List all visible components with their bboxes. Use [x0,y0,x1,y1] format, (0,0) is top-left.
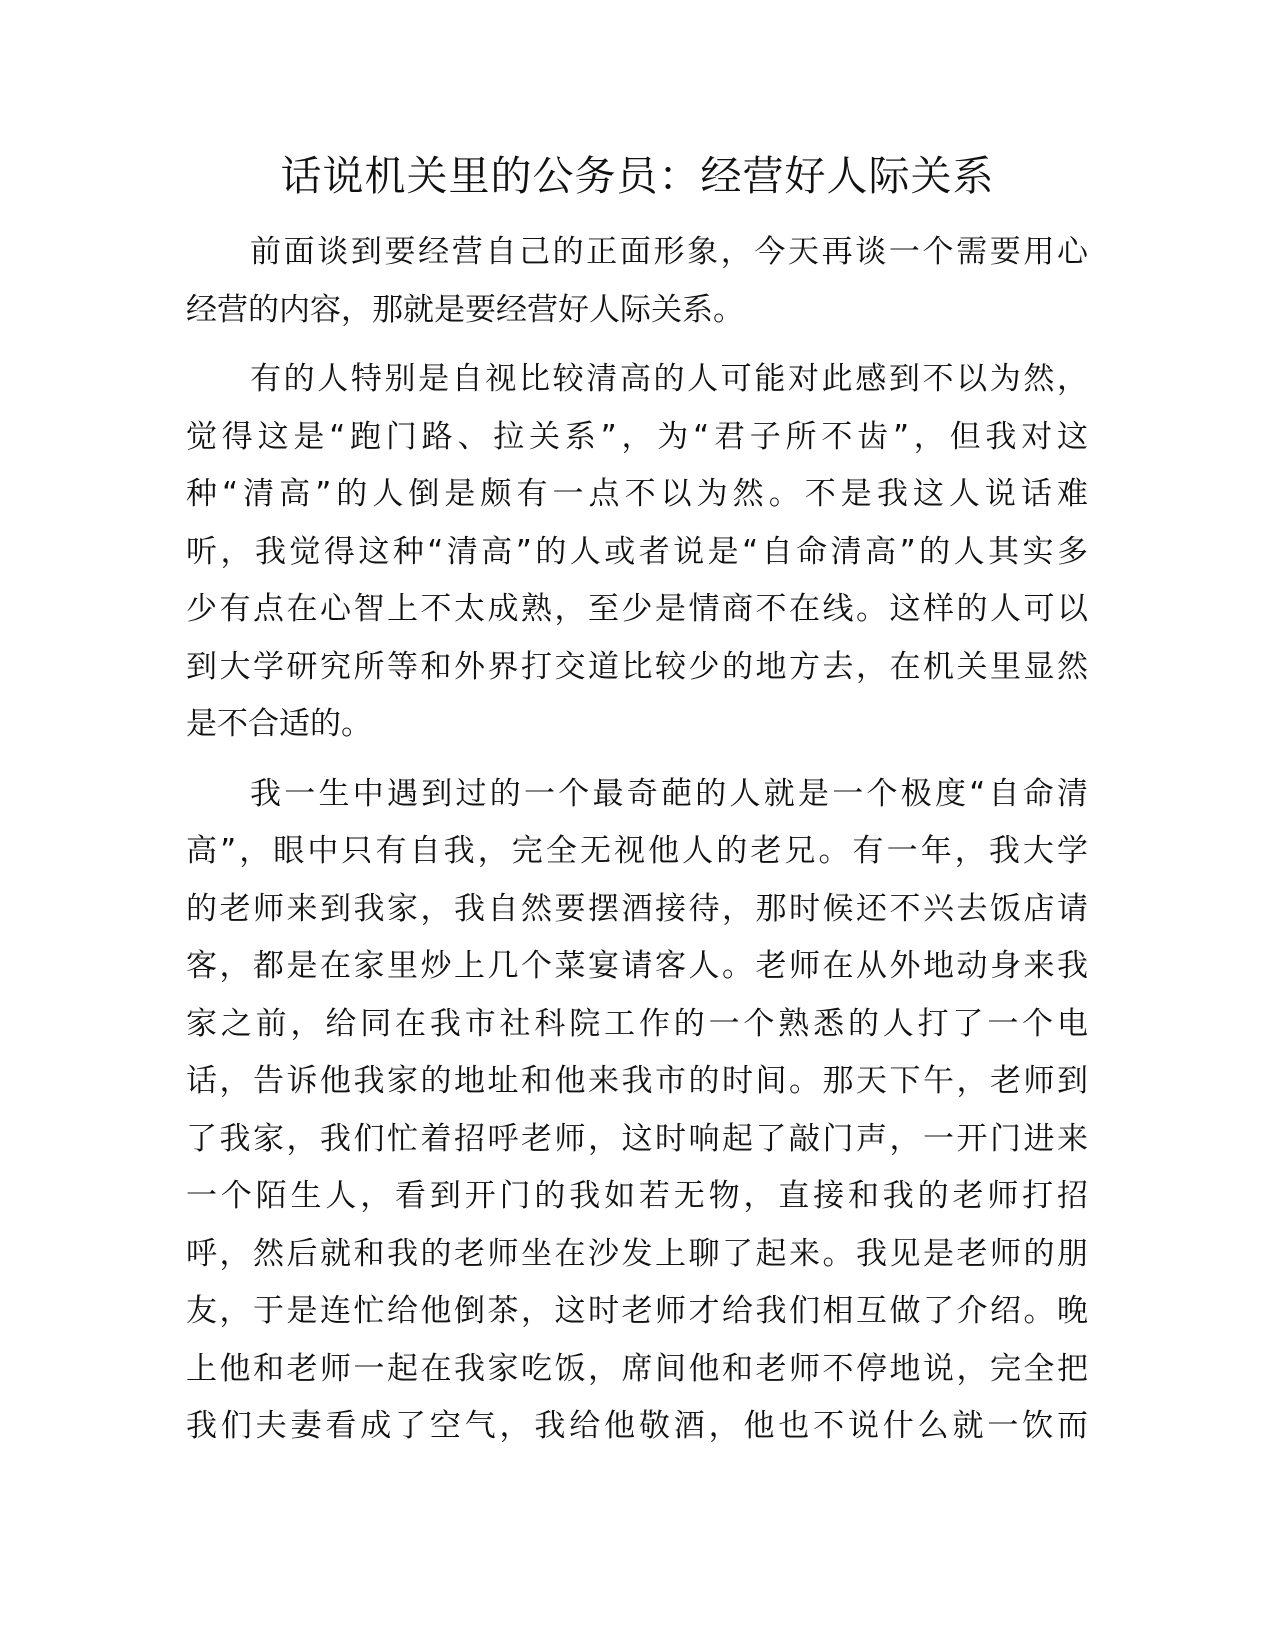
text-line: 话，告诉他我家的地址和他来我市的时间。那天下午，老师到 [186,1063,1088,1099]
text-line: 听，我觉得这种“清高”的人或者说是“自命清高”的人其实多 [186,533,1088,570]
text-line: 有的人特别是自视比较清高的人可能对此感到不以为然， [250,361,1088,397]
text-line: 经营的内容，那就是要经营好人际关系。 [186,291,744,328]
text-line: 的老师来到我家，我自然要摆酒接待，那时候还不兴去饭店请 [186,890,1088,927]
text-line: 到大学研究所等和外界打交道比较少的地方去，在机关里显然 [186,648,1088,685]
text-line: 高”，眼中只有自我，完全无视他人的老兄。有一年，我大学 [186,833,1088,869]
paragraph-3 [186,766,1088,1456]
paragraph-1 [186,224,1088,339]
document-body [186,224,1088,1468]
text-line: 我一生中遇到过的一个最奇葩的人就是一个极度“自命清 [250,775,1088,812]
text-line: 呼，然后就和我的老师坐在沙发上聊了起来。我见是老师的朋 [186,1235,1088,1272]
text-line: 了我家，我们忙着招呼老师，这时响起了敲门声，一开门进来 [186,1120,1088,1157]
paragraph-2 [186,351,1088,754]
text-line: 上他和老师一起在我家吃饭，席间他和老师不停地说，完全把 [186,1350,1088,1387]
text-line: 是不合适的。 [186,706,372,742]
text-line: 觉得这是“跑门路、拉关系”，为“君子所不齿”，但我对这 [186,418,1088,455]
text-line: 我们夫妻看成了空气，我给他敬酒，他也不说什么就一饮而 [186,1408,1088,1444]
text-line: 友，于是连忙给他倒茶，这时老师才给我们相互做了介绍。晚 [186,1293,1088,1329]
text-line: 一个陌生人，看到开门的我如若无物，直接和我的老师打招 [186,1178,1088,1214]
text-line: 家之前，给同在我市社科院工作的一个熟悉的人打了一个电 [186,1005,1088,1042]
text-line: 客，都是在家里炒上几个菜宴请客人。老师在从外地动身来我 [186,948,1088,984]
text-line: 少有点在心智上不太成熟，至少是情商不在线。这样的人可以 [186,591,1088,627]
text-line: 前面谈到要经营自己的正面形象，今天再谈一个需要用心 [250,234,1088,270]
document-title: 话说机关里的公务员：经营好人际关系 [280,152,995,200]
text-line: 种“清高”的人倒是颇有一点不以为然。不是我这人说话难 [186,476,1088,512]
